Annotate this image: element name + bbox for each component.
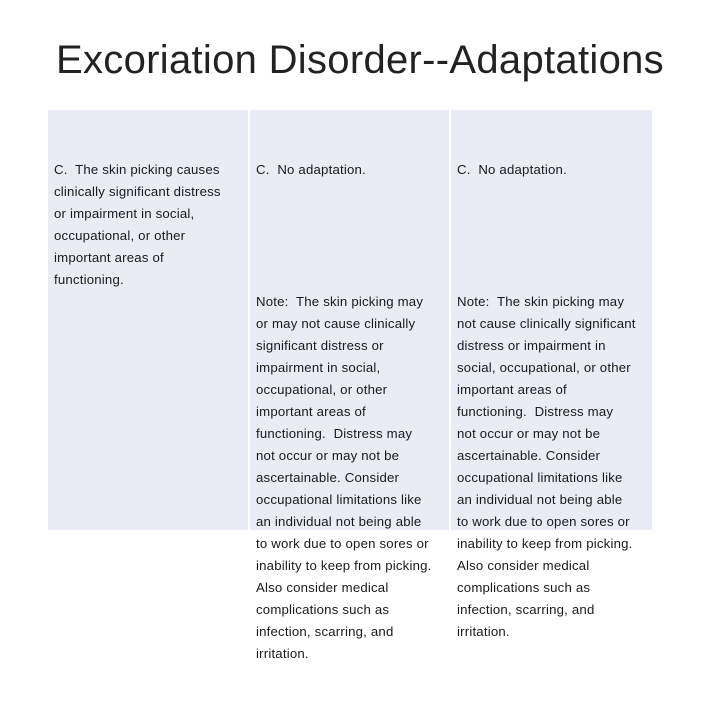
- table-cell-adaptation-2: [451, 110, 652, 639]
- table-cell-adaptation-1: [250, 110, 449, 661]
- slide-title: Excoriation Disorder--Adaptations: [56, 38, 664, 82]
- adaptation-note: Note: The skin picking may or may not cause clinically significant distress or impairment in social, occupational, or other important areas of functioning. Distress may not occur or may not be ascertainable. Consider occupational limitations like an individual not being able to work due to open sores or inability to keep from picking. Also consider medical complications such as infection, scarring, and irritation.: [256, 294, 432, 661]
- paragraph-spacer: [256, 225, 443, 247]
- adaptation-heading: C. No adaptation.: [457, 162, 567, 177]
- table-cell-dsm-criterion: [48, 110, 248, 530]
- paragraph-spacer: [457, 225, 646, 247]
- criterion-text: C. The skin picking causes clinically significant distress or impairment in social, occupational, or other important areas of functioning.: [54, 162, 221, 287]
- adaptation-note: Note: The skin picking may not cause clinically significant distress or impairment in social, occupational, or other important areas of functioning. Distress may not occur or may not be ascertainable. Consider occupational limitations like an individual not being able to work due to open sores or inability to keep from picking. Also consider medical complications such as infection, scarring, and irritation.: [457, 294, 636, 639]
- criteria-table: [48, 110, 654, 661]
- adaptation-heading: C. No adaptation.: [256, 162, 366, 177]
